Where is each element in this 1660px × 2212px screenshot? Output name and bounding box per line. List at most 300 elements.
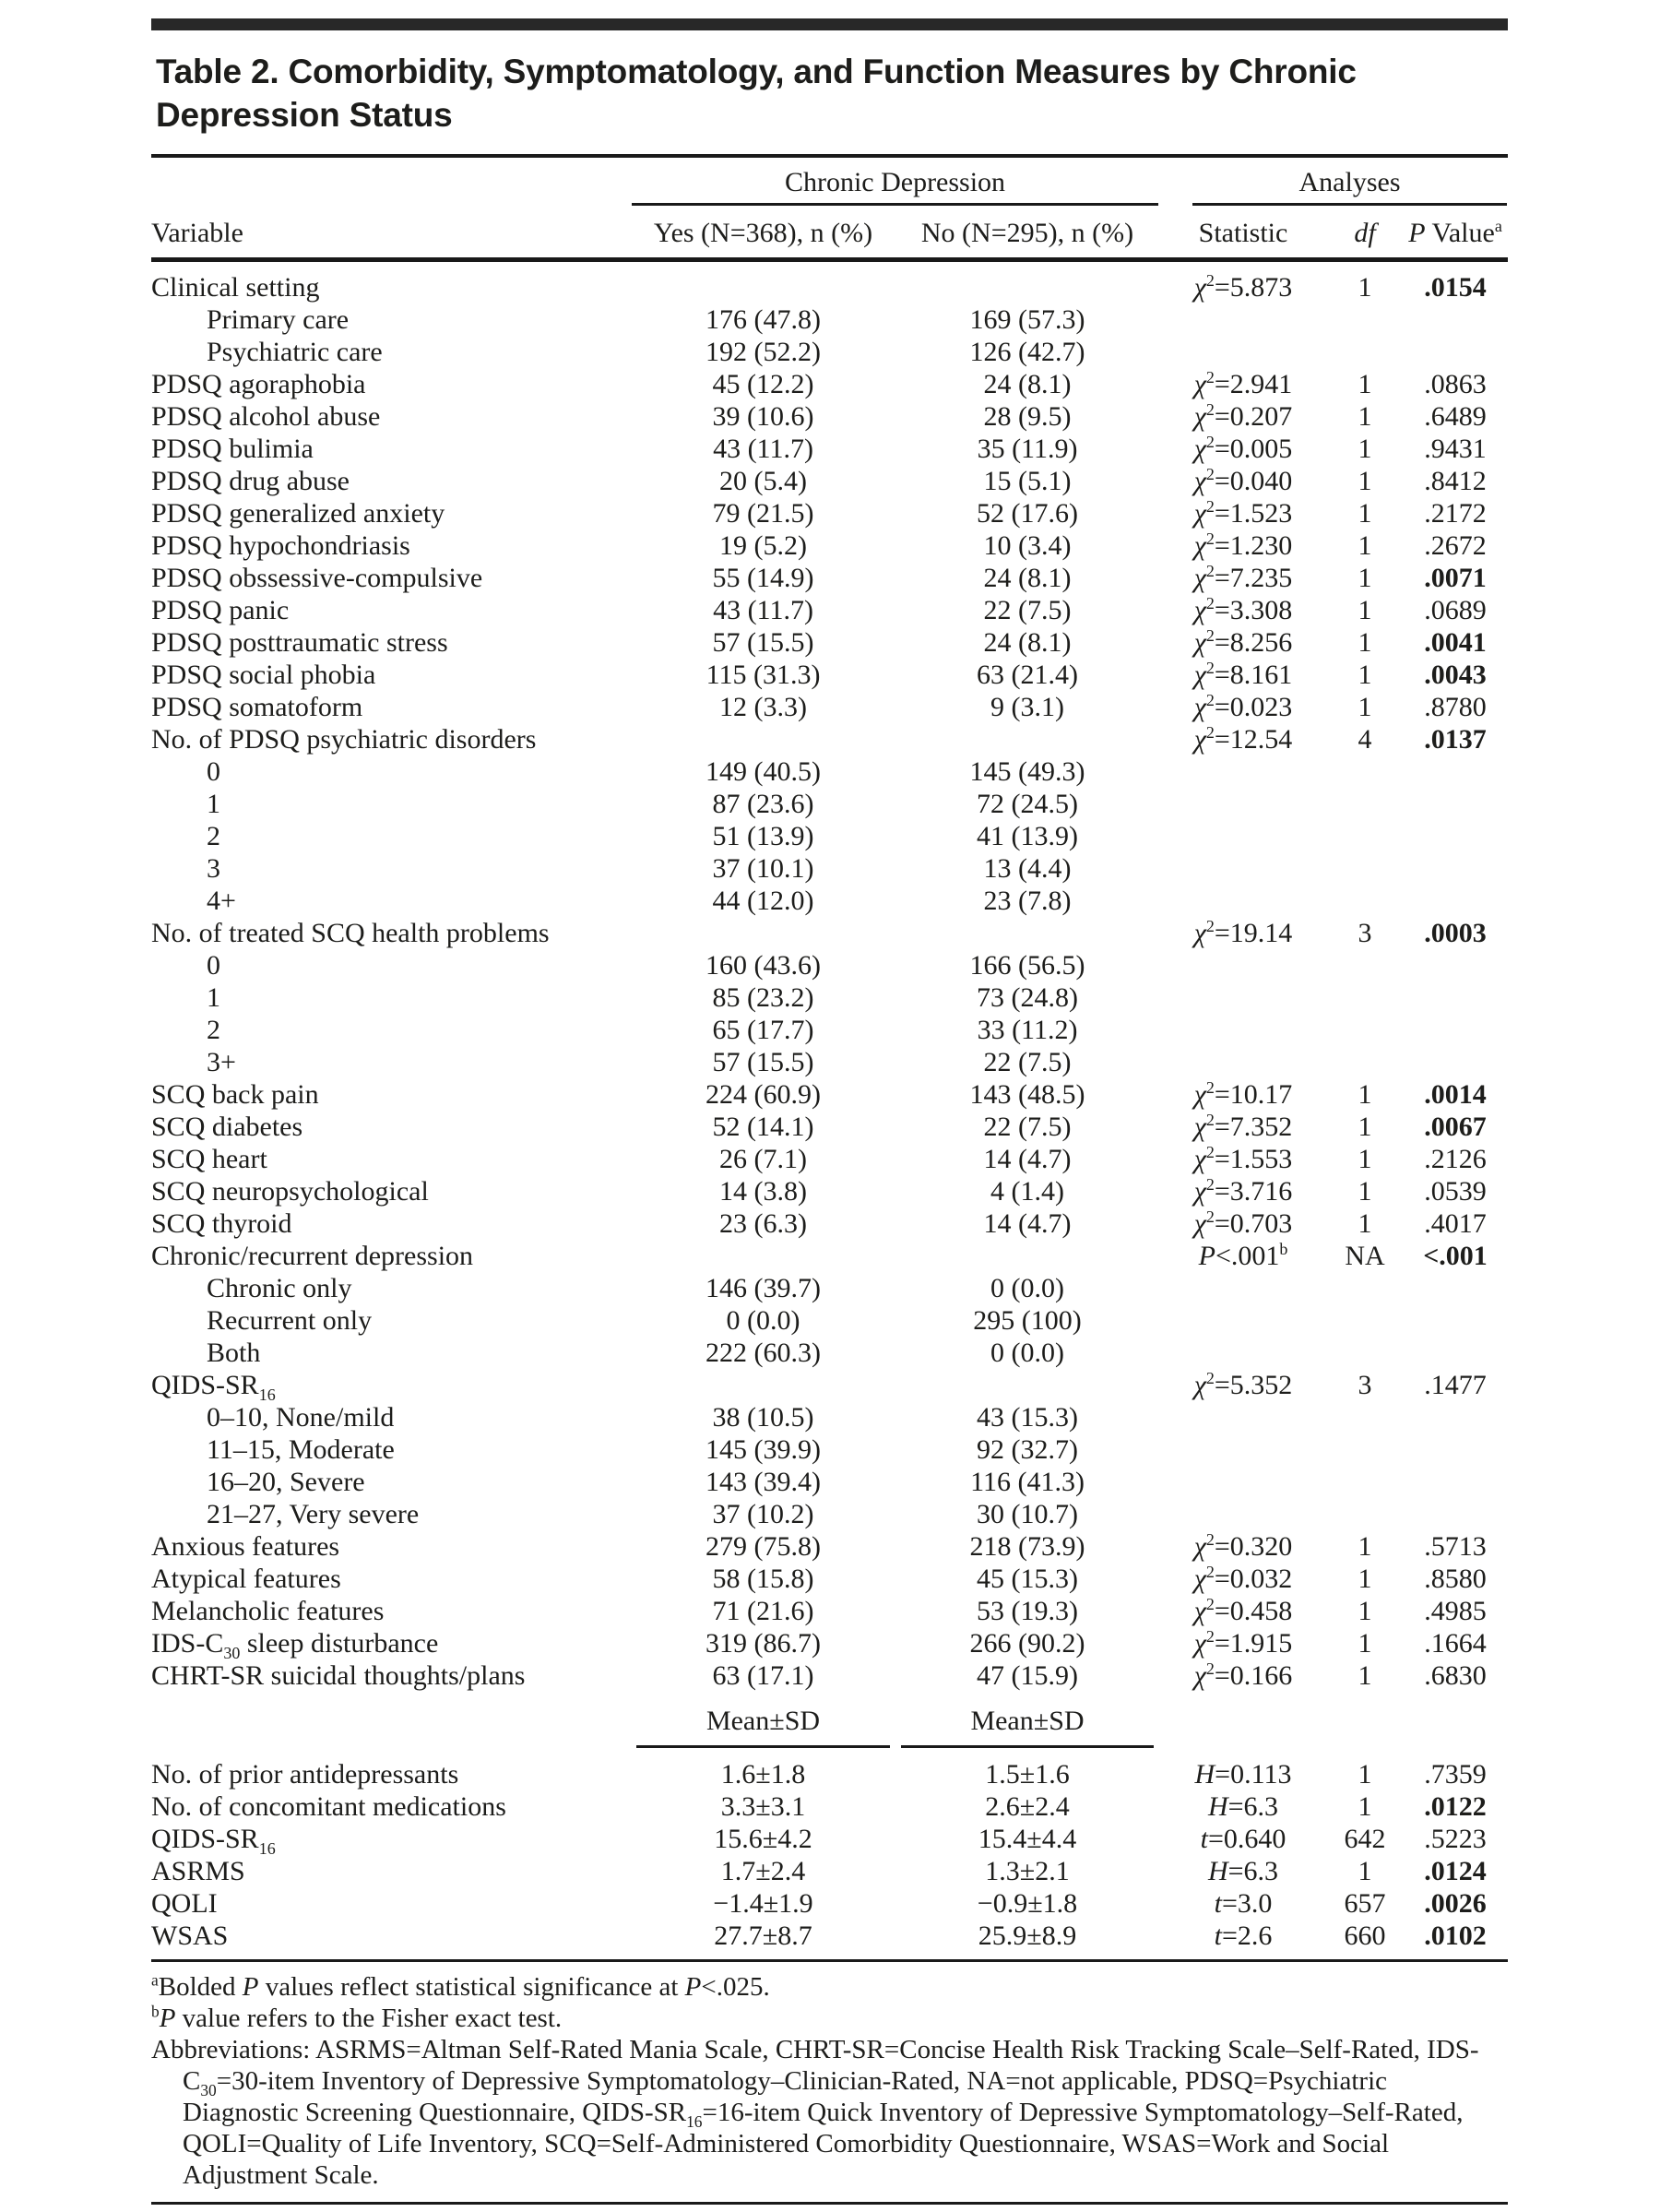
row-label: Melancholic features	[151, 1596, 385, 1626]
row-label: ASRMS	[151, 1856, 245, 1886]
df-value: 1	[1358, 1856, 1372, 1886]
yes-value: 26 (7.1)	[719, 1144, 807, 1174]
yes-value: 115 (31.3)	[706, 660, 821, 690]
yes-value: 87 (23.6)	[712, 789, 814, 819]
row-label: No. of PDSQ psychiatric disorders	[151, 724, 537, 755]
p-value: .4017	[1424, 1208, 1487, 1239]
p-value: .0137	[1424, 724, 1487, 755]
row-label: PDSQ obssessive-compulsive	[151, 563, 483, 593]
stat-value	[1159, 852, 1327, 885]
p-value: .0154	[1424, 272, 1487, 303]
table-row	[151, 497, 1508, 529]
p-value: .5223	[1424, 1824, 1487, 1854]
table-row	[151, 1207, 1508, 1240]
stat-value	[1159, 755, 1327, 788]
no-value: 266 (90.2)	[969, 1628, 1085, 1659]
row-label: 11–15, Moderate	[207, 1434, 395, 1465]
yes-value: 57 (15.5)	[712, 1047, 814, 1077]
yes-value: 43 (11.7)	[713, 434, 813, 464]
stat-value: $\chi^2=12.54$	[1193, 723, 1293, 755]
table-row	[151, 1659, 1508, 1692]
df-value: 660	[1344, 1921, 1386, 1951]
table-row	[151, 1855, 1508, 1887]
yes-value: 23 (6.3)	[719, 1208, 807, 1239]
p-value	[1403, 820, 1508, 852]
yes-value: 160 (43.6)	[706, 950, 821, 981]
row-label: 3+	[207, 1047, 236, 1077]
yes-value: 51 (13.9)	[712, 821, 814, 851]
no-value: 14 (4.7)	[983, 1208, 1072, 1239]
meansd-subheader-row	[151, 1692, 1508, 1758]
no-value: 43 (15.3)	[977, 1402, 1078, 1433]
yes-value: 45 (12.2)	[712, 369, 814, 399]
p-value: .2672	[1424, 530, 1487, 561]
no-value: 63 (21.4)	[977, 660, 1078, 690]
table-row	[151, 1175, 1508, 1207]
p-value: .5713	[1424, 1531, 1487, 1562]
table-row	[151, 885, 1508, 917]
yes-value	[631, 1369, 895, 1401]
stat-value: H=6.3	[1207, 1856, 1279, 1886]
no-value: 1.5±1.6	[985, 1759, 1070, 1790]
table-row	[151, 465, 1508, 497]
stat-value: t=3.0	[1214, 1888, 1273, 1919]
table-title: Table 2. Comorbidity, Symptomatology, and Function Measures by Chronic Depression Status	[156, 53, 1357, 134]
no-value: 72 (24.5)	[977, 789, 1078, 819]
p-value: .8580	[1424, 1564, 1487, 1594]
yes-value: 145 (39.9)	[706, 1434, 821, 1465]
no-value	[895, 1240, 1159, 1272]
paper-table	[151, 158, 1508, 1952]
df-value: 1	[1358, 1079, 1372, 1110]
yes-value: 27.7±8.7	[714, 1921, 812, 1951]
row-label: Psychiatric care	[207, 337, 383, 367]
stat-value	[1159, 885, 1327, 917]
stat-value	[1159, 1272, 1327, 1304]
p-value: .0014	[1424, 1079, 1487, 1110]
row-label: Clinical setting	[151, 272, 320, 303]
no-value: 30 (10.7)	[977, 1499, 1078, 1529]
table-row	[151, 433, 1508, 465]
p-value	[1403, 885, 1508, 917]
group-header-chronic-cell	[631, 158, 1159, 207]
row-label: SCQ thyroid	[151, 1208, 292, 1239]
meansd-yes-header	[631, 1692, 895, 1758]
p-value: .0026	[1424, 1888, 1487, 1919]
table-row	[151, 1498, 1508, 1530]
yes-value: 192 (52.2)	[706, 337, 821, 367]
yes-value: 65 (17.7)	[712, 1015, 814, 1045]
df-value: 1	[1358, 660, 1372, 690]
p-value: .0122	[1424, 1791, 1487, 1822]
df-value	[1327, 1466, 1403, 1498]
table-row	[151, 949, 1508, 981]
stat-value: $\chi^2=1.230$	[1193, 529, 1293, 561]
yes-value	[631, 1240, 895, 1272]
p-value	[1403, 755, 1508, 788]
row-label: PDSQ social phobia	[151, 660, 376, 690]
yes-value	[631, 723, 895, 755]
no-value: 73 (24.8)	[977, 982, 1078, 1013]
table-row	[151, 659, 1508, 691]
df-value	[1327, 1304, 1403, 1337]
df-value: 1	[1358, 627, 1372, 658]
yes-value: 143 (39.4)	[706, 1467, 821, 1497]
table-top-bar	[151, 18, 1508, 30]
p-value: .2172	[1424, 498, 1487, 529]
df-value: 1	[1358, 692, 1372, 722]
table-row	[151, 1337, 1508, 1369]
no-value: 45 (15.3)	[977, 1564, 1078, 1594]
yes-value: 0 (0.0)	[726, 1305, 800, 1336]
df-value: 1	[1358, 1759, 1372, 1790]
yes-value: 37 (10.2)	[712, 1499, 814, 1529]
row-label: 0–10, None/mild	[207, 1402, 395, 1433]
yes-value: 43 (11.7)	[713, 595, 813, 625]
row-label: PDSQ somatoform	[151, 692, 363, 722]
p-value: .1477	[1424, 1370, 1487, 1400]
p-value: .6489	[1424, 401, 1487, 432]
no-value	[895, 723, 1159, 755]
table-row	[151, 917, 1508, 949]
stat-value: $\chi^2=0.207$	[1193, 400, 1293, 432]
row-label	[151, 1692, 631, 1758]
footnotes	[151, 1971, 1508, 2191]
row-label: 4+	[207, 886, 236, 916]
no-value: 22 (7.5)	[983, 595, 1072, 625]
row-label: Primary care	[207, 304, 350, 335]
yes-value: 71 (21.6)	[712, 1596, 814, 1626]
no-value: 9 (3.1)	[990, 692, 1064, 722]
yes-value: 12 (3.3)	[719, 692, 807, 722]
p-value: .0863	[1424, 369, 1487, 399]
yes-value: −1.4±1.9	[713, 1888, 813, 1919]
p-value	[1403, 981, 1508, 1014]
p-value: .0124	[1424, 1856, 1487, 1886]
table-row	[151, 303, 1508, 336]
row-label: 2	[207, 821, 220, 851]
col-header-pvalue: P Value$^a$	[1403, 207, 1508, 260]
df-value	[1327, 1337, 1403, 1369]
no-value: 24 (8.1)	[983, 563, 1072, 593]
df-value: 4	[1358, 724, 1372, 755]
df-value: 3	[1358, 1370, 1372, 1400]
meansd-label: Mean±SD	[901, 1705, 1154, 1748]
df-value: 1	[1358, 401, 1372, 432]
df-value: 657	[1344, 1888, 1386, 1919]
table-row	[151, 788, 1508, 820]
stat-value: $\chi^2=0.166$	[1193, 1659, 1293, 1691]
table-row	[151, 336, 1508, 368]
yes-value: 19 (5.2)	[719, 530, 807, 561]
stat-value	[1159, 1466, 1327, 1498]
stat-value	[1159, 1401, 1327, 1433]
no-value: 24 (8.1)	[983, 627, 1072, 658]
yes-value: 146 (39.7)	[706, 1273, 821, 1303]
df-value	[1327, 303, 1403, 336]
p-value: .0102	[1424, 1921, 1487, 1951]
no-value: 52 (17.6)	[977, 498, 1078, 529]
df-value	[1327, 1498, 1403, 1530]
table-row	[151, 1046, 1508, 1078]
no-value: 295 (100)	[973, 1305, 1082, 1336]
row-label: PDSQ hypochondriasis	[151, 530, 410, 561]
table-row	[151, 1823, 1508, 1855]
row-label: Atypical features	[151, 1564, 341, 1594]
row-label: 0	[207, 950, 220, 981]
table-row	[151, 1627, 1508, 1659]
stat-value: $\chi^2=8.256$	[1193, 626, 1293, 658]
row-label: QOLI	[151, 1888, 218, 1919]
row-label: PDSQ bulimia	[151, 434, 314, 464]
no-value: 126 (42.7)	[969, 337, 1085, 367]
row-label: WSAS	[151, 1921, 229, 1951]
no-value: 0 (0.0)	[990, 1273, 1064, 1303]
yes-value: 38 (10.5)	[712, 1402, 814, 1433]
df-value	[1327, 1014, 1403, 1046]
group-header-chronic: Chronic Depression	[632, 167, 1158, 206]
row-label: SCQ neuropsychological	[151, 1176, 429, 1207]
p-value	[1403, 303, 1508, 336]
table-row	[151, 562, 1508, 594]
row-label: 16–20, Severe	[207, 1467, 365, 1497]
df-value: 3	[1358, 918, 1372, 948]
group-header-row	[151, 158, 1508, 207]
df-value	[1327, 755, 1403, 788]
df-value	[1327, 336, 1403, 368]
stat-value: $\chi^2=0.005$	[1193, 433, 1293, 464]
stat-value: $\chi^2=10.17$	[1193, 1078, 1293, 1110]
row-label: CHRT-SR suicidal thoughts/plans	[151, 1660, 526, 1691]
p-value	[1403, 1466, 1508, 1498]
yes-value: 39 (10.6)	[712, 401, 814, 432]
table-row	[151, 1240, 1508, 1272]
col-header-variable: Variable	[151, 207, 631, 260]
row-label: Both	[207, 1338, 261, 1368]
table-row	[151, 626, 1508, 659]
df-value: 1	[1358, 1112, 1372, 1142]
stat-value	[1159, 981, 1327, 1014]
row-label: PDSQ generalized anxiety	[151, 498, 445, 529]
row-label: No. of concomitant medications	[151, 1791, 506, 1822]
row-label: QIDS-$SR_{16}$	[151, 1370, 276, 1404]
yes-value: 279 (75.8)	[706, 1531, 821, 1562]
row-label: Chronic/recurrent depression	[151, 1241, 474, 1271]
p-value: .2126	[1424, 1144, 1487, 1174]
stat-value	[1159, 949, 1327, 981]
yes-value: 44 (12.0)	[712, 886, 814, 916]
table-row	[151, 1433, 1508, 1466]
p-value	[1403, 1401, 1508, 1433]
stat-value	[1159, 1046, 1327, 1078]
p-value: .4985	[1424, 1596, 1487, 1626]
p-value: <.001	[1423, 1241, 1488, 1271]
yes-value: 3.3±3.1	[720, 1791, 806, 1822]
no-value: 10 (3.4)	[983, 530, 1072, 561]
p-value: .9431	[1424, 434, 1487, 464]
col-header-df: df	[1327, 207, 1403, 260]
no-value: 166 (56.5)	[969, 950, 1085, 981]
df-value	[1327, 1433, 1403, 1466]
p-value	[1403, 1337, 1508, 1369]
stat-value: $\chi^2=2.941$	[1193, 368, 1293, 399]
df-value: 1	[1358, 1564, 1372, 1594]
stat-value	[1159, 336, 1327, 368]
yes-value	[631, 917, 895, 949]
table-bottom-rule	[151, 1959, 1508, 1962]
df-value: 1	[1358, 595, 1372, 625]
yes-value: 63 (17.1)	[712, 1660, 814, 1691]
no-value: 1.3±2.1	[985, 1856, 1070, 1886]
row-label: PDSQ panic	[151, 595, 290, 625]
stat-value: $\chi^2=0.032$	[1193, 1563, 1293, 1594]
df-value: 1	[1358, 1176, 1372, 1207]
col-header-no: No (N=295), n (%)	[895, 207, 1159, 260]
df-value: 1	[1358, 1531, 1372, 1562]
no-value	[895, 1369, 1159, 1401]
no-value: 15.4±4.4	[978, 1824, 1077, 1854]
table-row	[151, 852, 1508, 885]
no-value: 218 (73.9)	[969, 1531, 1085, 1562]
table-row	[151, 1466, 1508, 1498]
stat-value: $\chi^2=0.458$	[1193, 1595, 1293, 1626]
row-label: SCQ heart	[151, 1144, 267, 1174]
yes-value: 222 (60.3)	[706, 1338, 821, 1368]
table-row	[151, 723, 1508, 755]
table-row	[151, 820, 1508, 852]
footnote-abbreviations: Abbreviations: ASRMS=Altman Self-Rated Mania Scale, CHRT-SR=Concise Health Risk Tracking Scale–Self-Rated, IDS-$C_{30}=30$-item Inventory of Depressive Symptomatology–Clinician-Rated, NA=not applicable, PDSQ=Psychiatric Diagnostic Screening Questionnaire, QIDS-$SR_{16}=16$-item Quick Inventory of Depressive Symptomatology–Self-Rated, QOLI=Quality of Life Inventory, SCQ=Self-Administered Comorbidity Questionnaire, WSAS=Work and Social Adjustment Scale.	[151, 2035, 1479, 2190]
p-value: .0067	[1424, 1112, 1487, 1142]
group-header-spacer	[151, 158, 631, 207]
stat-value: $\chi^2=0.023$	[1193, 691, 1293, 722]
yes-value: 52 (14.1)	[712, 1112, 814, 1142]
no-value: 15 (5.1)	[983, 466, 1072, 496]
p-value: .0689	[1424, 595, 1487, 625]
no-value: 92 (32.7)	[977, 1434, 1078, 1465]
meansd-label: Mean±SD	[636, 1705, 890, 1748]
page-bottom-rule	[151, 2202, 1508, 2205]
yes-value: 85 (23.2)	[712, 982, 814, 1013]
stat-value: $\chi^2=1.553$	[1193, 1143, 1293, 1174]
group-header-analyses-cell	[1159, 158, 1508, 207]
stat-value: H=0.113	[1194, 1759, 1292, 1790]
row-label: 21–27, Very severe	[207, 1499, 420, 1529]
row-label: Recurrent only	[207, 1305, 373, 1336]
p-value	[1403, 1272, 1508, 1304]
no-value: 33 (11.2)	[977, 1015, 1078, 1045]
p-value: .7359	[1424, 1759, 1487, 1790]
df-value	[1327, 852, 1403, 885]
no-value: 47 (15.9)	[977, 1660, 1078, 1691]
table-row	[151, 1887, 1508, 1920]
table-row	[151, 1758, 1508, 1790]
stat-value: $\chi^2=5.352$	[1193, 1369, 1293, 1400]
table-row	[151, 594, 1508, 626]
p-value	[1403, 1046, 1508, 1078]
df-value: 1	[1358, 466, 1372, 496]
column-header-row	[151, 207, 1508, 260]
p-value: .8412	[1424, 466, 1487, 496]
stat-value: $\chi^2=0.320$	[1193, 1530, 1293, 1562]
yes-value: 224 (60.9)	[706, 1079, 821, 1110]
footnote-b: $^b$P value refers to the Fisher exact test.	[151, 2002, 563, 2033]
row-label: PDSQ drug abuse	[151, 466, 350, 496]
p-value: .0071	[1424, 563, 1487, 593]
stat-value: $\chi^2=1.915$	[1193, 1627, 1293, 1659]
yes-value: 319 (86.7)	[706, 1628, 821, 1659]
no-value: 25.9±8.9	[978, 1921, 1077, 1951]
df-value: 1	[1358, 1144, 1372, 1174]
no-value: 35 (11.9)	[977, 434, 1078, 464]
df-value: 1	[1358, 1791, 1372, 1822]
stat-value: t=2.6	[1214, 1921, 1273, 1951]
df-value: 1	[1358, 1660, 1372, 1691]
no-value: 28 (9.5)	[983, 401, 1072, 432]
table-row	[151, 1369, 1508, 1401]
stat-value: P<.001$^b$	[1198, 1240, 1288, 1271]
row-label: No. of treated SCQ health problems	[151, 918, 550, 948]
row-label: PDSQ agoraphobia	[151, 369, 366, 399]
yes-value: 55 (14.9)	[712, 563, 814, 593]
p-value	[1403, 1304, 1508, 1337]
stat-value	[1159, 820, 1327, 852]
df-value: 1	[1358, 498, 1372, 529]
table-row	[151, 1014, 1508, 1046]
p-value	[1403, 1498, 1508, 1530]
stat-value: t=0.640	[1200, 1824, 1286, 1854]
p-value: .6830	[1424, 1660, 1487, 1691]
row-label: SCQ back pain	[151, 1079, 319, 1110]
meansd-spacer	[1159, 1692, 1508, 1758]
p-value: .0043	[1424, 660, 1487, 690]
yes-value: 20 (5.4)	[719, 466, 807, 496]
no-value	[895, 260, 1159, 304]
stat-value	[1159, 1014, 1327, 1046]
no-value: 0 (0.0)	[990, 1338, 1064, 1368]
p-value	[1403, 852, 1508, 885]
no-value: 4 (1.4)	[990, 1176, 1064, 1207]
row-label: Anxious features	[151, 1531, 340, 1562]
df-value: 1	[1358, 530, 1372, 561]
table-row	[151, 260, 1508, 304]
row-label: QIDS-$SR_{16}$	[151, 1824, 276, 1858]
stat-value: $\chi^2=1.523$	[1193, 497, 1293, 529]
p-value: .1664	[1424, 1628, 1487, 1659]
col-header-statistic: Statistic	[1159, 207, 1327, 260]
df-value: 1	[1358, 1596, 1372, 1626]
row-label: 1	[207, 789, 220, 819]
stat-value: $\chi^2=5.873$	[1193, 271, 1293, 303]
table-row	[151, 368, 1508, 400]
row-label: 0	[207, 756, 220, 787]
df-value: 1	[1358, 1208, 1372, 1239]
df-value: 1	[1358, 272, 1372, 303]
p-value: .0539	[1424, 1176, 1487, 1207]
table-row	[151, 529, 1508, 562]
df-value	[1327, 1046, 1403, 1078]
p-value	[1403, 949, 1508, 981]
no-value: 23 (7.8)	[983, 886, 1072, 916]
stat-value	[1159, 1337, 1327, 1369]
p-value	[1403, 336, 1508, 368]
row-label: IDS-$C_{30}$ sleep disturbance	[151, 1628, 439, 1662]
table-row	[151, 1304, 1508, 1337]
stat-value	[1159, 1433, 1327, 1466]
table-row	[151, 1563, 1508, 1595]
yes-value: 1.6±1.8	[720, 1759, 806, 1790]
stat-value	[1159, 1304, 1327, 1337]
df-value	[1327, 1401, 1403, 1433]
